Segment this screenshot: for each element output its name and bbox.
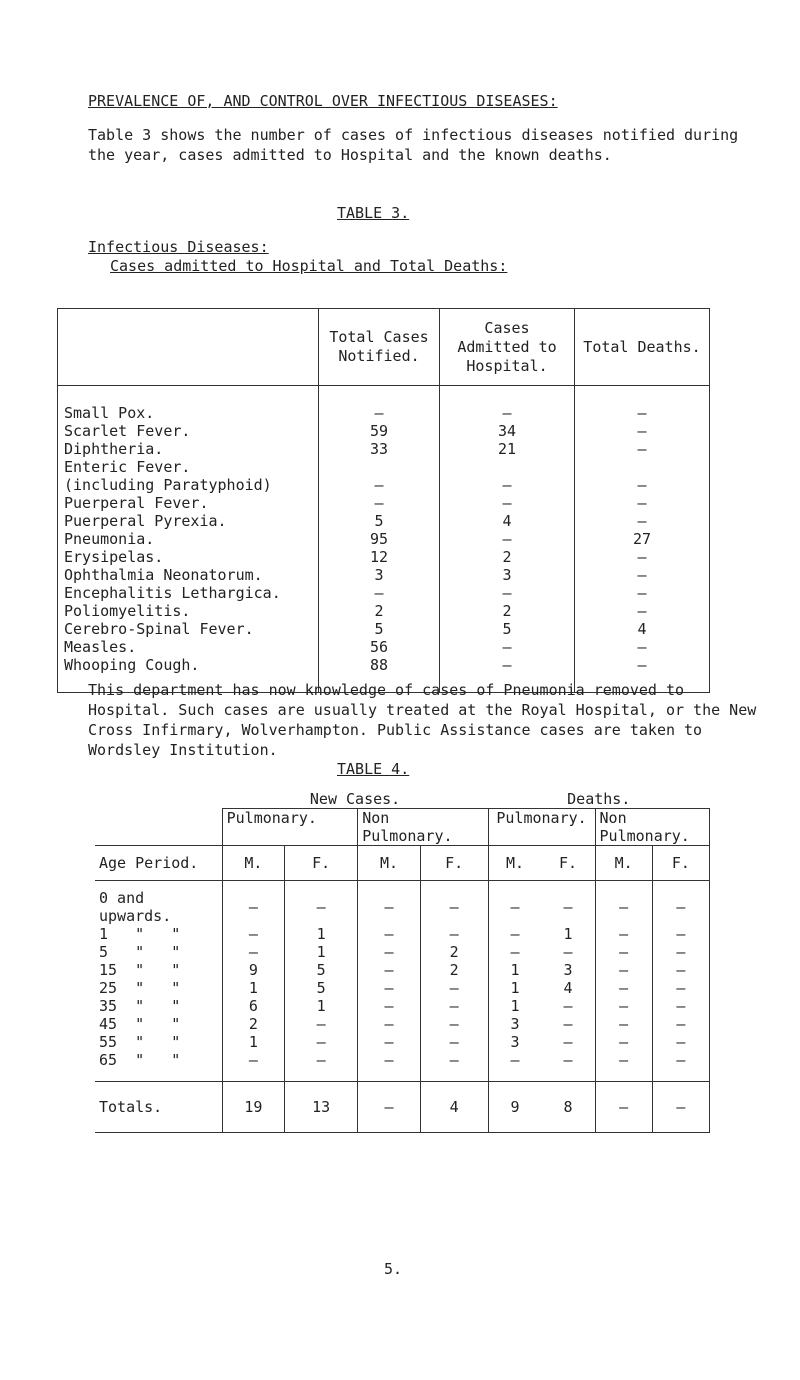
new-non-pulmonary-header: Non Pulmonary. (358, 809, 488, 846)
cell: 5 (285, 961, 358, 979)
notified-value: 56 (319, 638, 440, 656)
deaths-value (575, 458, 710, 476)
cell: 2 (222, 1015, 285, 1033)
cell: – (358, 1033, 421, 1051)
table4-label: TABLE 4. (337, 760, 410, 778)
disease-name: Small Pox. (58, 404, 319, 422)
deaths-pulmonary-header: Pulmonary. (488, 809, 595, 846)
cell: – (222, 925, 285, 943)
total-cell: – (652, 1082, 709, 1133)
total-cell: 13 (285, 1082, 358, 1133)
tuberculosis-table (95, 790, 710, 1133)
cell: 1 (222, 979, 285, 997)
cell: 1 (285, 925, 358, 943)
table-row (58, 566, 710, 584)
m-header: M. (488, 846, 542, 881)
table3-subtitle: Cases admitted to Hospital and Total Deaths: (110, 257, 508, 275)
table-row (58, 548, 710, 566)
age-period: 55 " " (99, 1033, 181, 1051)
disease-name: Erysipelas. (58, 548, 319, 566)
cell: – (420, 1051, 488, 1082)
disease-name: Encephalitis Lethargica. (58, 584, 319, 602)
new-pulmonary-header: Pulmonary. (222, 809, 358, 846)
cell: 1 (488, 997, 542, 1015)
admitted-value: 5 (440, 620, 575, 638)
cell: – (595, 1015, 652, 1033)
total-cell: 8 (542, 1082, 596, 1133)
table-row (95, 1015, 710, 1033)
disease-name: Ophthalmia Neonatorum. (58, 566, 319, 584)
deaths-value: – (575, 440, 710, 458)
admitted-value: 4 (440, 512, 575, 530)
cell: – (358, 889, 421, 925)
cell: 3 (488, 1015, 542, 1033)
cell: – (652, 925, 709, 943)
total-cell: – (358, 1082, 421, 1133)
cell: – (563, 898, 573, 916)
table-row (58, 494, 710, 512)
cell: 3 (488, 1033, 542, 1051)
cell: – (542, 1051, 596, 1082)
cell: – (358, 979, 421, 997)
disease-name: Diphtheria. (58, 440, 319, 458)
age-period: 15 " " (99, 961, 181, 979)
admitted-value: – (440, 656, 575, 674)
notified-value: 5 (319, 620, 440, 638)
m-header: M. (358, 846, 421, 881)
admitted-value: 21 (440, 440, 575, 458)
admitted-value (440, 458, 575, 476)
deaths-value: – (575, 602, 710, 620)
notified-value: 95 (319, 530, 440, 548)
cell: 4 (563, 979, 573, 997)
notified-value: 12 (319, 548, 440, 566)
cell: – (285, 1033, 358, 1051)
page-heading: PREVALENCE OF, AND CONTROL OVER INFECTIOUS DISEASES: (88, 92, 558, 110)
type-header-row (95, 809, 710, 846)
cell: – (358, 997, 421, 1015)
cell: 1 (488, 979, 542, 997)
new-cases-header: New Cases. (222, 790, 488, 809)
cell: – (563, 1015, 573, 1033)
notified-value: – (319, 584, 440, 602)
table-row (95, 1051, 710, 1082)
page-number: 5. (384, 1260, 403, 1278)
cell: – (652, 889, 709, 925)
cell: – (563, 997, 573, 1015)
cell: – (563, 943, 573, 961)
cell: – (222, 889, 285, 925)
cell: – (420, 889, 488, 925)
total-cell: 9 (488, 1082, 542, 1133)
disease-name: Scarlet Fever. (58, 422, 319, 440)
table-row (95, 979, 710, 997)
cell: – (595, 943, 652, 961)
cell: – (652, 997, 709, 1015)
f-header: F. (285, 846, 358, 881)
f-header: F. (542, 846, 596, 881)
admitted-value: 34 (440, 422, 575, 440)
age-period: 0 and upwards. (99, 889, 172, 925)
disease-name: Whooping Cough. (58, 656, 319, 674)
cell: 5 (285, 979, 358, 997)
spacer (58, 386, 319, 405)
deaths-value: – (575, 422, 710, 440)
cell: – (488, 943, 542, 961)
notified-value: 5 (319, 512, 440, 530)
f-header: F. (420, 846, 488, 881)
cell: – (285, 1015, 358, 1033)
admitted-value: – (440, 476, 575, 494)
admitted-value: – (440, 494, 575, 512)
deaths-value: – (575, 404, 710, 422)
disease-name: Pneumonia. (58, 530, 319, 548)
disease-header (58, 309, 319, 386)
cell: – (420, 1033, 488, 1051)
admitted-value: – (440, 638, 575, 656)
cell: – (652, 1033, 709, 1051)
cell: – (652, 979, 709, 997)
cell: – (488, 925, 542, 943)
table-row (58, 584, 710, 602)
disease-name: Poliomyelitis. (58, 602, 319, 620)
deaths-value: 27 (575, 530, 710, 548)
notified-header: Total Cases Notified. (319, 309, 440, 386)
table-row (58, 530, 710, 548)
age-period-header: Age Period. (95, 846, 222, 881)
sex-header-row (95, 846, 710, 881)
disease-name: (including Paratyphoid) (58, 476, 319, 494)
notified-value: 88 (319, 656, 440, 674)
cell: – (595, 979, 652, 997)
table-row (58, 458, 710, 476)
cell: – (222, 943, 285, 961)
cell: – (358, 1015, 421, 1033)
notified-value: 3 (319, 566, 440, 584)
table-row (95, 925, 710, 943)
age-period: 1 " " (99, 925, 181, 943)
disease-name: Puerperal Fever. (58, 494, 319, 512)
cell: – (595, 1033, 652, 1051)
age-period: 5 " " (99, 943, 181, 961)
table-row (58, 638, 710, 656)
admitted-value: 2 (440, 602, 575, 620)
cell: – (595, 961, 652, 979)
table-row (95, 1033, 710, 1051)
cell: – (285, 889, 358, 925)
table-row (95, 997, 710, 1015)
cell: 9 (222, 961, 285, 979)
cell: – (420, 1015, 488, 1033)
total-cell: – (595, 1082, 652, 1133)
deaths-value: – (575, 512, 710, 530)
notified-value: – (319, 476, 440, 494)
admitted-header: Cases Admitted to Hospital. (440, 309, 575, 386)
cell: – (420, 925, 488, 943)
cell: – (420, 997, 488, 1015)
totals-row (95, 1082, 710, 1133)
cell: – (652, 961, 709, 979)
cell: 6 (222, 997, 285, 1015)
notified-value: 33 (319, 440, 440, 458)
m-header: M. (595, 846, 652, 881)
deaths-value: – (575, 656, 710, 674)
cell: – (595, 1051, 652, 1082)
totals-label: Totals. (95, 1082, 222, 1133)
deaths-value: – (575, 638, 710, 656)
deaths-value: – (575, 566, 710, 584)
cell: – (222, 1051, 285, 1082)
notified-value: 2 (319, 602, 440, 620)
table-row (58, 440, 710, 458)
deaths-value: – (575, 548, 710, 566)
infectious-diseases-table (57, 308, 710, 693)
table-row (58, 656, 710, 674)
deaths-non-pulmonary-header: Non Pulmonary. (595, 809, 709, 846)
group-header-row (95, 790, 710, 809)
admitted-value: – (440, 404, 575, 422)
cell: – (652, 1051, 709, 1082)
disease-name: Measles. (58, 638, 319, 656)
f-header: F. (652, 846, 709, 881)
table-row (58, 476, 710, 494)
table-row (58, 422, 710, 440)
admitted-value: 2 (440, 548, 575, 566)
cell: 1 (563, 925, 573, 943)
age-period: 65 " " (95, 1051, 222, 1082)
cell: – (595, 889, 652, 925)
table-row (58, 620, 710, 638)
cell: – (595, 997, 652, 1015)
age-period: 45 " " (99, 1015, 181, 1033)
note-paragraph: This department has now knowledge of cases of Pneumonia removed to Hospital. Such cases are usually treated at the Royal Hospital, or the New Cross Infirmary, Wolverhampton. Public Assistance cases are taken to Wordsley Institution. (88, 681, 757, 759)
cell: – (420, 979, 488, 997)
notified-value: – (319, 494, 440, 512)
total-cell: 4 (420, 1082, 488, 1133)
cell: – (652, 943, 709, 961)
disease-name: Cerebro-Spinal Fever. (58, 620, 319, 638)
cell: 1 (488, 961, 542, 979)
deaths-header: Deaths. (488, 790, 709, 809)
m-header: M. (222, 846, 285, 881)
table3-label: TABLE 3. (337, 204, 410, 222)
cell: – (563, 1033, 573, 1051)
notified-value (319, 458, 440, 476)
notified-value: – (319, 404, 440, 422)
table-row (95, 943, 710, 961)
table3-title: Infectious Diseases: (88, 238, 269, 256)
total-cell: 19 (222, 1082, 285, 1133)
cell: – (358, 961, 421, 979)
cell: – (595, 925, 652, 943)
age-period: 35 " " (99, 997, 181, 1015)
disease-name: Puerperal Pyrexia. (58, 512, 319, 530)
cell: – (652, 1015, 709, 1033)
cell: – (488, 1051, 542, 1082)
table-header-row (58, 309, 710, 386)
admitted-value: 3 (440, 566, 575, 584)
deaths-header: Total Deaths. (575, 309, 710, 386)
table-row (95, 889, 710, 925)
cell: 1 (285, 997, 358, 1015)
table-row (95, 961, 710, 979)
deaths-value: – (575, 584, 710, 602)
admitted-value: – (440, 530, 575, 548)
table-row (58, 512, 710, 530)
intro-paragraph: Table 3 shows the number of cases of infectious diseases notified during the year, cases admitted to Hospital and the known deaths. (88, 126, 739, 164)
notified-value: 59 (319, 422, 440, 440)
cell: – (358, 943, 421, 961)
admitted-value: – (440, 584, 575, 602)
cell: – (358, 1051, 421, 1082)
table-row (58, 404, 710, 422)
cell: – (358, 925, 421, 943)
cell: 1 (222, 1033, 285, 1051)
disease-name: Enteric Fever. (58, 458, 319, 476)
cell: 2 (420, 961, 488, 979)
age-period: 25 " " (99, 979, 181, 997)
cell: 1 (285, 943, 358, 961)
deaths-value: – (575, 494, 710, 512)
table-row (58, 602, 710, 620)
deaths-value: – (575, 476, 710, 494)
cell: – (488, 889, 542, 925)
cell: 3 (563, 961, 573, 979)
cell: 2 (420, 943, 488, 961)
cell: – (285, 1051, 358, 1082)
deaths-value: 4 (575, 620, 710, 638)
